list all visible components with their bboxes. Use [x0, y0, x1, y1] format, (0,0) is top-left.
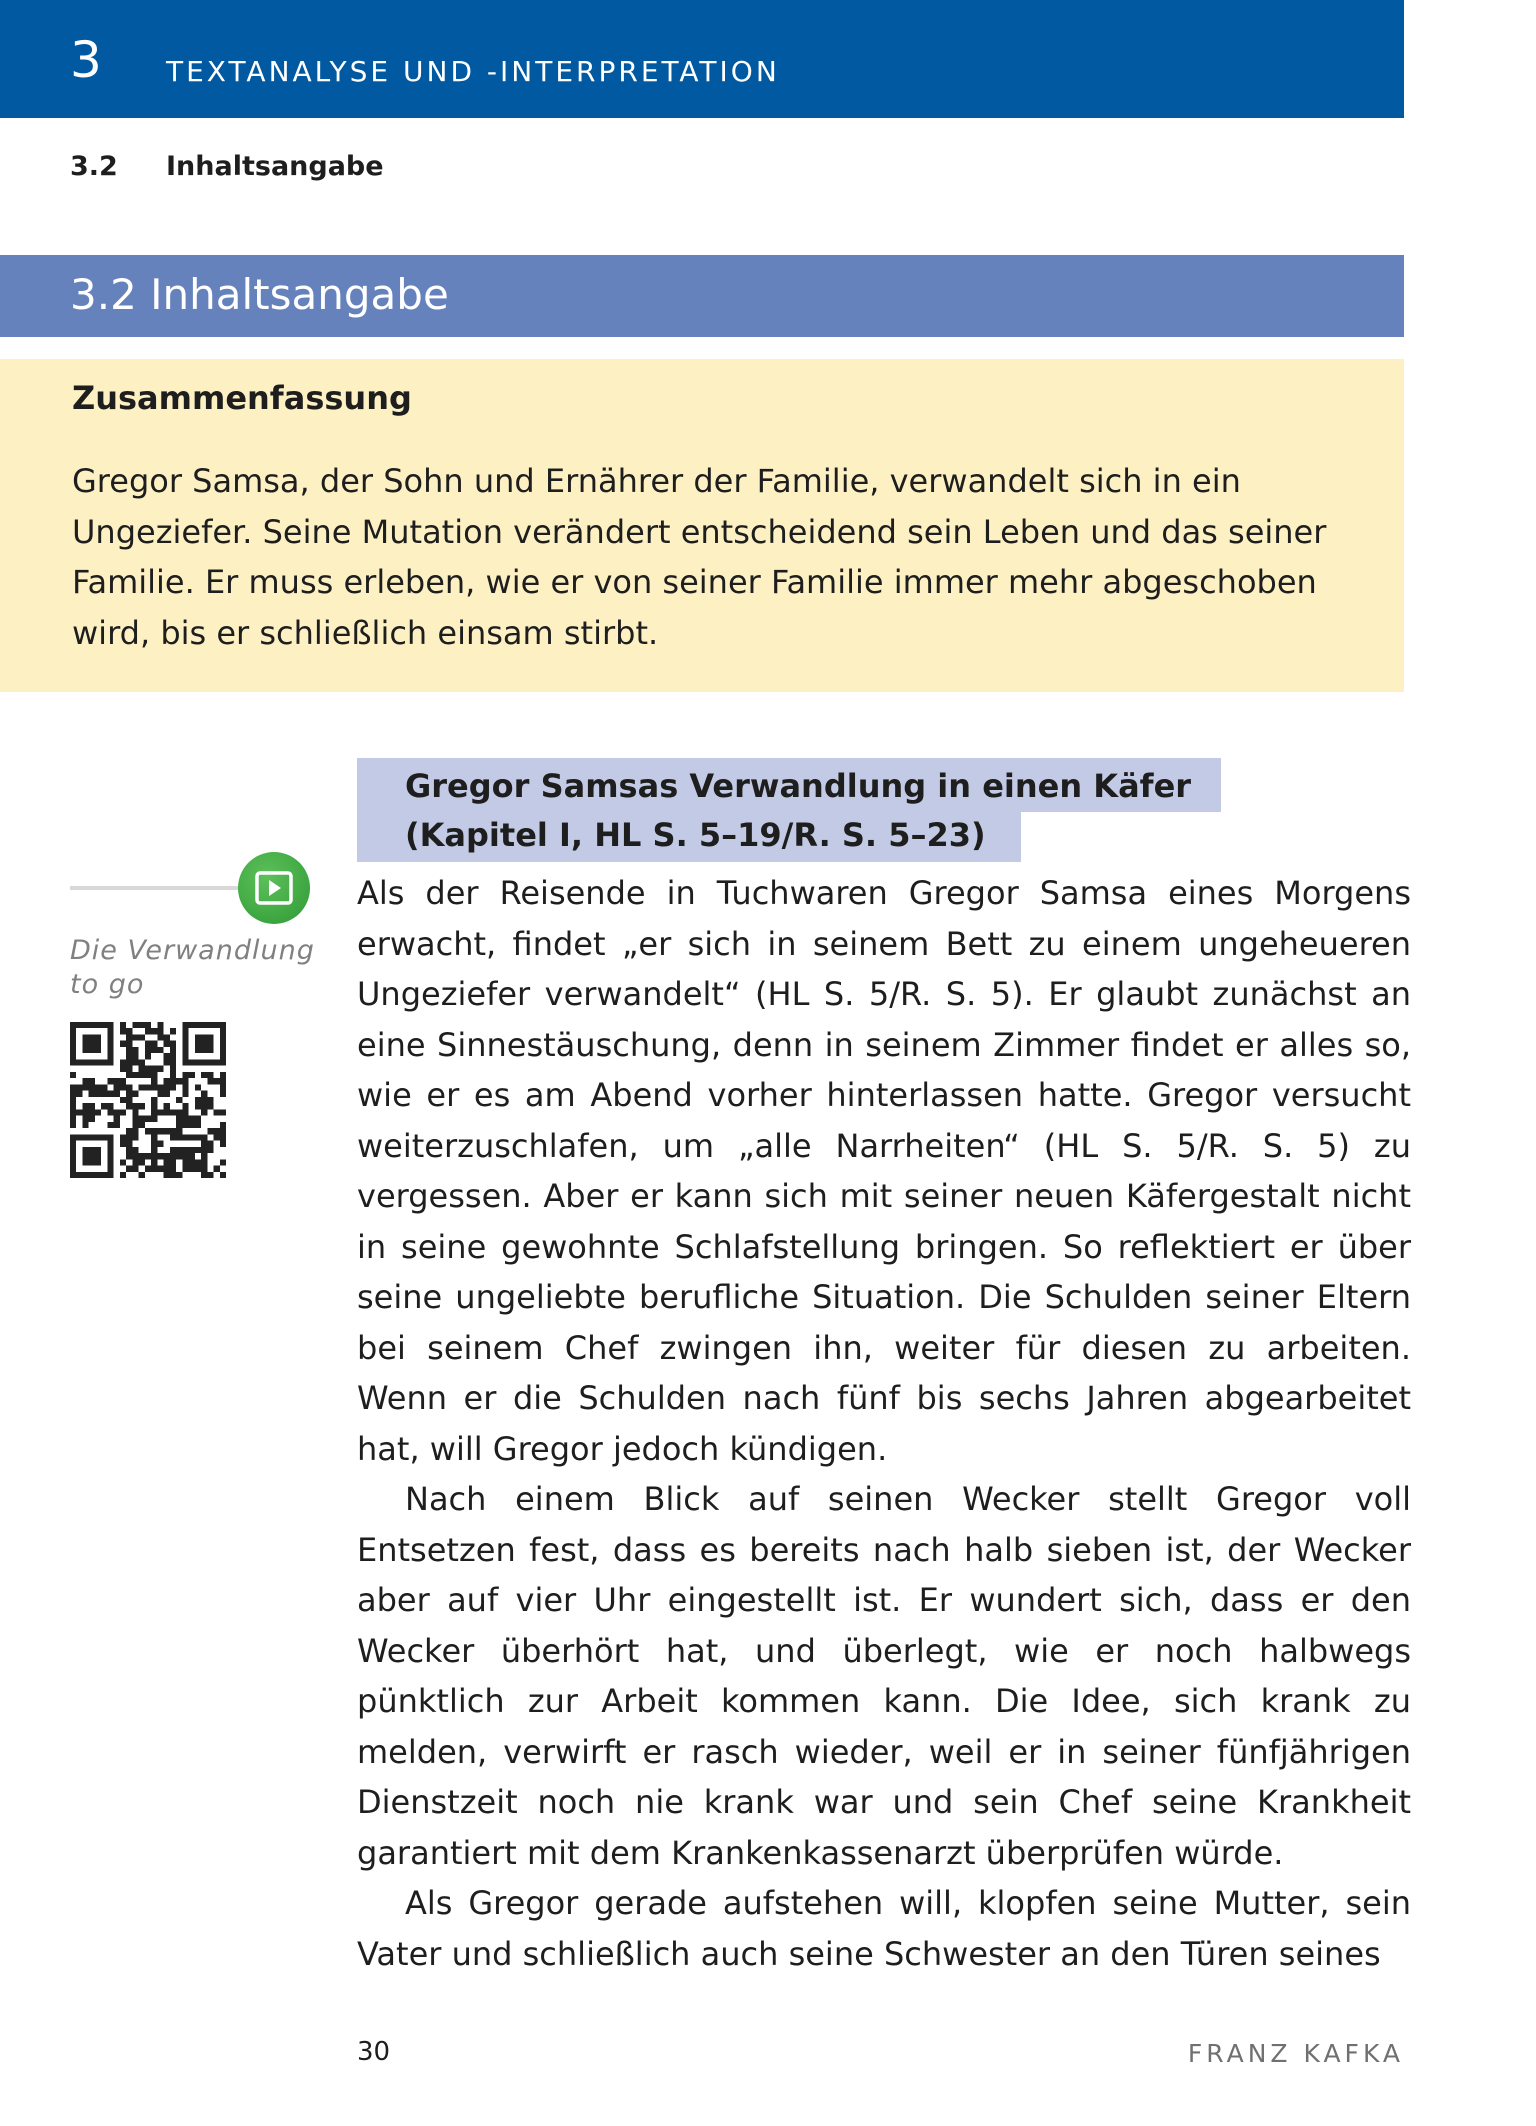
footer-author: FRANZ KAFKA	[1187, 2039, 1404, 2068]
summary-text: Gregor Samsa, der Sohn und Ernährer der Familie, verwandelt sich in ein Ungeziefer. Seine Mutation verändert entscheidend sein Leben und das seiner Familie. Er muss erleben, wie er von seiner Familie immer mehr abgeschoben wird, bis er schließlich einsam stirbt.	[72, 462, 1327, 652]
sidebar-caption	[70, 934, 315, 1002]
subheading-box	[357, 758, 1221, 862]
sidebar-divider	[70, 886, 240, 890]
breadcrumb-number: 3.2	[70, 151, 118, 182]
section-title: 3.2 Inhaltsangabe	[70, 270, 449, 319]
page-number: 30	[357, 2037, 391, 2067]
body-text	[357, 868, 1411, 1979]
subheading-line-2: (Kapitel I, HL S. 5–19/R. S. 5–23)	[405, 816, 986, 854]
body-paragraph-1: Als der Reisende in Tuchwaren Gregor Samsa eines Morgens erwacht, findet „er sich in seinem Bett zu einem ungeheueren Ungeziefer verwandelt“ (HL S. 5/R. S. 5). Er glaubt zunächst an eine Sinnestäuschung, denn in seinem Zimmer findet er alles so, wie er es am Abend vorher hinterlassen hatte. Gregor versucht weiterzuschlafen, um „alle Narrheiten“ (HL S. 5/R. S. 5) zu vergessen. Aber er kann sich mit seiner neuen Käfergestalt nicht in seine gewohnte Schlafstellung bringen. So reflektiert er über seine ungeliebte berufliche Situation. Die Schulden seiner Eltern bei seinem Chef zwingen ihn, weiter für diesen zu arbeiten. Wenn er die Schulden nach fünf bis sechs Jahren abgearbeitet hat, will Gregor jedoch kündigen.	[357, 874, 1411, 1468]
breadcrumb-title: Inhaltsangabe	[166, 151, 384, 182]
subheading-line-1: Gregor Samsas Verwandlung in einen Käfer	[405, 767, 1192, 805]
chapter-header-bar	[0, 0, 1404, 118]
body-paragraph-2: Nach einem Blick auf seinen Wecker stellt Gregor voll Entsetzen fest, dass es bereits nach halb sieben ist, der Wecker aber auf vier Uhr eingestellt ist. Er wundert sich, dass er den Wecker überhört hat, und überlegt, wie er noch halbwegs pünktlich zur Arbeit kommen kann. Die Idee, sich krank zu melden, verwirft er rasch wieder, weil er in seiner fünfjährigen Dienstzeit noch nie krank war und sein Chef seine Krankheit garantiert mit dem Krankenkassenarzt überprüfen würde.	[357, 1480, 1411, 1872]
summary-heading: Zusammenfassung	[72, 379, 412, 417]
qr-code-icon[interactable]	[70, 1022, 226, 1178]
chapter-number: 3	[70, 31, 102, 89]
sidebar-caption-line-2: to go	[70, 969, 145, 1000]
chapter-title: TEXTANALYSE UND -INTERPRETATION	[166, 55, 780, 88]
section-title-bar	[0, 255, 1404, 337]
play-video-icon[interactable]	[238, 852, 310, 924]
sidebar-caption-line-1: Die Verwandlung	[70, 935, 315, 966]
body-paragraph-3: Als Gregor gerade aufstehen will, klopfen seine Mutter, sein Vater und schließlich auch seine Schwester an den Türen seines	[357, 1884, 1411, 1973]
